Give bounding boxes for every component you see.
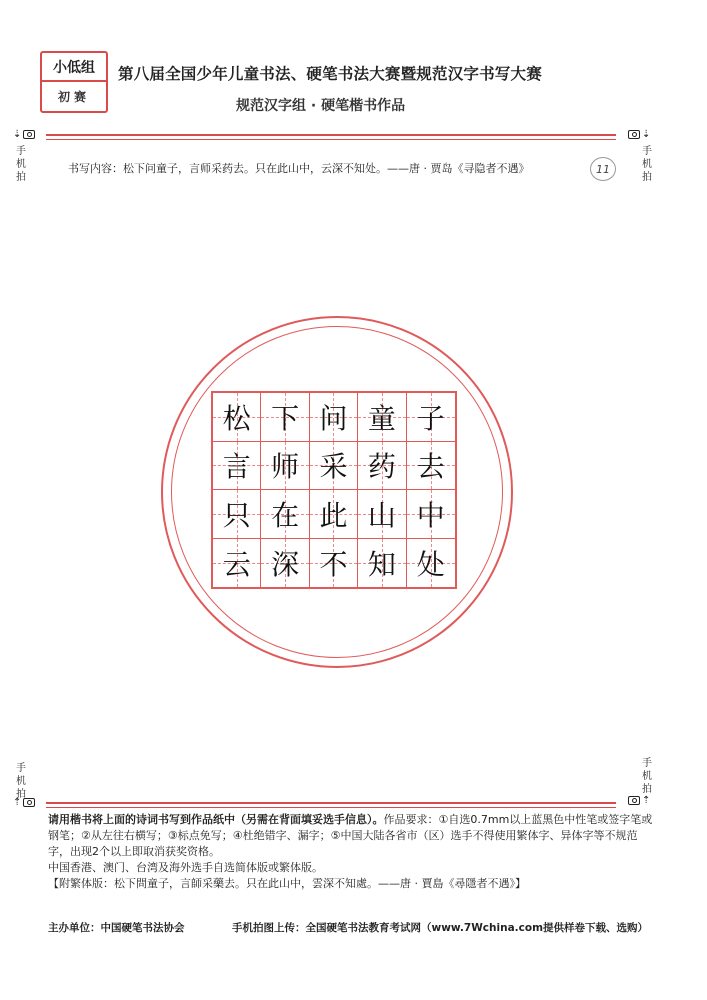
grid-cell — [358, 539, 406, 588]
corner-marker-bottom-left — [13, 797, 35, 808]
handwritten-character: 在 — [271, 498, 300, 532]
phone-photo-label-top-right: 手 机 拍 — [642, 146, 652, 183]
arrow-down-icon: ⇣ — [13, 129, 22, 140]
stage-label: 初赛 — [57, 90, 90, 104]
handwritten-character: 师 — [271, 450, 300, 484]
requirements-traditional: 【附繁体版：松下問童子，言師采藥去。只在此山中，雲深不知處。——唐 · 賈島《尋隱者不遇》】 — [48, 877, 526, 890]
handwritten-character: 松 — [222, 401, 251, 435]
handwritten-character: 云 — [222, 547, 251, 581]
organizer: 主办单位：中国硬笔书法协会 — [48, 922, 185, 934]
handwritten-character: 中 — [416, 498, 445, 532]
handwritten-character: 下 — [271, 401, 300, 435]
handwritten-character: 药 — [367, 450, 396, 484]
handwritten-character: 深 — [271, 547, 300, 581]
writing-content: 书写内容：松下问童子，言师采药去。只在此山中，云深不知处。——唐 · 贾岛《寻隐者不遇》 — [68, 162, 530, 175]
phone-photo-label-top-left: 手 机 拍 — [16, 146, 26, 183]
arrow-up-icon: ⇡ — [642, 795, 651, 806]
grid-cell — [407, 442, 455, 491]
grid-cell — [213, 539, 261, 588]
grid-cell — [310, 442, 358, 491]
upload-info: 手机拍图上传：全国硬笔书法教育考试网（www.7Wchina.com提供样卷下载、选购） — [232, 922, 649, 934]
requirements-list: 作品要求：①自选0.7mm以上蓝黑色中性笔或签字笔或钢笔；②从左往右横写；③标点免写；④杜绝错字、漏字；⑤中国大陆各省市（区）选手不得使用繁体字、异体字等不规范字，出现2个以上即取消获奖资格。 — [48, 813, 653, 858]
handwritten-character: 山 — [367, 498, 396, 532]
page-title: 第八届全国少年儿童书法、硬笔书法大赛暨规范汉字书写大赛 — [118, 65, 542, 83]
handwritten-character: 知 — [367, 547, 396, 581]
grid-cell — [407, 490, 455, 539]
grid-cell — [261, 442, 309, 491]
grid-cell — [358, 490, 406, 539]
page-subtitle: 规范汉字组 · 硬笔楷书作品 — [236, 98, 406, 114]
grid-cell — [261, 539, 309, 588]
grid-cell — [310, 490, 358, 539]
handwritten-character: 处 — [416, 547, 445, 581]
corner-marker-top-left — [13, 129, 35, 140]
phone-photo-label-bottom-right: 手 机 拍 — [642, 758, 652, 795]
requirements-lead: 请用楷书将上面的诗词书写到作品纸中（另需在背面填妥选手信息）。 — [48, 813, 384, 826]
camera-icon — [628, 796, 640, 805]
grid-cell — [261, 490, 309, 539]
handwritten-character: 子 — [416, 401, 445, 435]
handwritten-character: 童 — [367, 401, 396, 435]
grid-cell — [310, 393, 358, 442]
handwritten-character: 此 — [319, 498, 348, 532]
grid-cell — [261, 393, 309, 442]
corner-marker-bottom-right — [628, 795, 650, 806]
grid-cell — [213, 393, 261, 442]
camera-icon — [628, 130, 640, 139]
writing-grid — [211, 391, 457, 589]
grid-cell — [407, 393, 455, 442]
bottom-divider — [46, 802, 616, 808]
arrow-up-icon: ⇡ — [13, 797, 22, 808]
group-label: 小低组 — [42, 53, 106, 82]
grid-cell — [213, 490, 261, 539]
camera-icon — [23, 130, 35, 139]
handwritten-page-mark: 11 — [590, 157, 616, 181]
requirements-overseas: 中国香港、澳门、台湾及海外选手自选简体版或繁体版。 — [48, 861, 323, 874]
handwritten-character: 去 — [416, 450, 445, 484]
corner-marker-top-right — [628, 129, 650, 140]
handwritten-character: 不 — [319, 547, 348, 581]
group-badge — [40, 51, 108, 113]
grid-cell — [310, 539, 358, 588]
phone-photo-label-bottom-left: 手 机 拍 — [16, 763, 26, 800]
top-divider — [46, 134, 616, 140]
grid-cell — [358, 442, 406, 491]
arrow-down-icon: ⇣ — [642, 129, 651, 140]
handwritten-character: 采 — [319, 450, 348, 484]
grid-cell — [213, 442, 261, 491]
camera-icon — [23, 798, 35, 807]
handwritten-character: 言 — [222, 450, 251, 484]
writing-requirements — [48, 812, 658, 892]
handwritten-character: 问 — [319, 401, 348, 435]
grid-cell — [407, 539, 455, 588]
handwritten-character: 只 — [222, 498, 251, 532]
grid-cell — [358, 393, 406, 442]
